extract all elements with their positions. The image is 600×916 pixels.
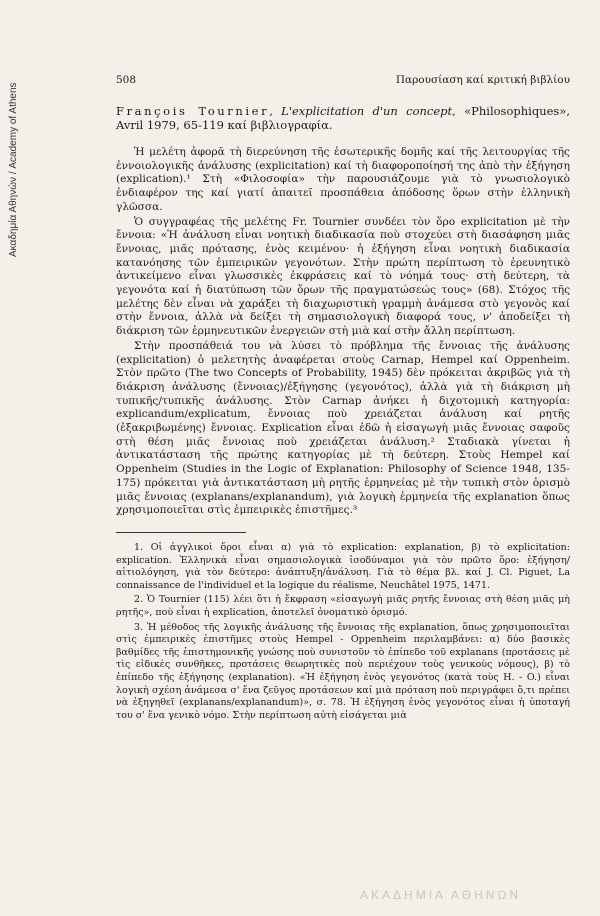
- footnote-divider: [116, 532, 246, 533]
- library-stamp: ΑΚΑΔΗΜΙΑ ΑΘΗΝΩΝ: [360, 888, 522, 902]
- body-paragraph: Ἡ μελέτη ἀφορᾶ τὴ διερεύνηση τῆς ἐσωτερικῆς δομῆς καί τῆς λειτουργίας τῆς ἐννοιολογικῆς ἀνάλυσης (explicitation) καί τὴ διαφοροποίησή της ἀπὸ τὴν ἐξήγηση (explication).¹ Στὴ «Φιλοσοφία» τὴν παρουσιάζουμε γιὰ τὸ γνωσιολογικὸ ἐνδιαφέρον της καί γιατί ἀπαιτεῖ προσπάθεια ἀπόδοσης ὅρων στὴν ἑλληνικὴ γλῶσσα.: [116, 146, 570, 213]
- running-title: Παρουσίαση καί κριτική βιβλίου: [395, 74, 570, 86]
- reference-details: , «Philosophiques», Avril 1979, 65-119 καί βιβλιογραφία.: [116, 104, 570, 132]
- archive-watermark: Ακαδημία Αθηνών / Academy of Athens: [8, 82, 19, 258]
- running-header: [116, 74, 570, 86]
- page-content: [116, 74, 570, 724]
- book-reference: François Tournier, L'explicitation d'un concept, «Philosophiques», Avril 1979, 65-119 καί βιβλιογραφία.: [116, 104, 570, 132]
- reference-title: L'explicitation d'un concept: [281, 104, 453, 118]
- page-number: 508: [116, 74, 137, 86]
- footnote: 3. Ἡ μέθοδος τῆς λογικῆς ἀνάλυσης τῆς ἔννοιας τῆς explanation, ὅπως χρησιμοποιεῖται στὶς ἐμπειρικὲς ἐπιστῆμες στοὺς Hempel - Oppenheim περιλαμβάνει: α) δύο βασικὲς βαθμίδες τῆς ἐπιστημονικῆς γνώσης ποὺ συνιστοῦν τὸ ἐπίπεδο τοῦ explanans (προτάσεις μὲ τὶς εἰδικὲς συνθῆκες, προτάσεις θεωρητικὲς ποὺ περιέχουν τοὺς γενικοὺς νόμους), β) τὸ ἐπίπεδο τῆς ἐξήγησης (explanation). «Ἡ ἐξήγηση ἑνὸς γεγονότος (κατὰ τοὺς H. - O.) εἶναι λογικὴ σχέση ἀνάμεσα σ' ἕνα ζεῦγος προτάσεων καί μιὰ πρόταση ποὺ περιγράφει ὅ,τι πρέπει νὰ ἐξηγηθεῖ (explanans/explanandum)», σ. 78. Ἡ ἐξήγηση ἑνὸς γεγονότος εἶναι ἡ ὑποταγή του σ' ἕνα γενικὸ νόμο. Στὴν περίπτωση αὐτὴ εἰσάγεται μιὰ: [116, 621, 570, 721]
- footnote: 1. Οἱ ἀγγλικοὶ ὅροι εἶναι α) γιὰ τὸ explication: explanation, β) τὸ explicitation: explication. Ἑλληνικὰ εἶναι σημασιολογικὰ ἰσοδύναμοι γιὰ τὸν πρῶτο ὅρο: ἐξήγηση/αἰτιολόγηση, γιὰ τὸν δεύτερο: ἀνάπτυξη/ἀνάλυση. Γιὰ τὸ θέμα βλ. καί J. Cl. Piguet, La connaissance de l'individuel et la logique du réalisme, Neuchâtel 1975, 1471.: [116, 541, 570, 591]
- reference-author: François Tournier: [116, 104, 270, 118]
- footnote: 2. Ὁ Tournier (115) λέει ὅτι ἡ ἔκφραση «εἰσαγωγὴ μιᾶς ρητῆς ἔννοιας στὴ θέση μιᾶς μὴ ρητῆς», ποὺ εἶναι ἡ explication, ἀποτελεῖ ὀνοματικὸ ὁρισμό.: [116, 594, 570, 618]
- body-paragraph: Στὴν προσπάθειά του νὰ λύσει τὸ πρόβλημα τῆς ἔννοιας τῆς ἀνάλυσης (explicitation) ὁ μελετητὴς ἀναφέρεται στοὺς Carnap, Hempel καί Oppenheim. Στὸν πρῶτο (The two Concepts of Probability, 1945) δὲν πρόκειται ἀκριβῶς γιὰ τὴ διάκριση ἀνάλυσης (ἔννοιας)/ἐξήγησης (γεγονότος), ἀλλὰ γιὰ τὴ διάκριση μὴ τυπικῆς/τυπικῆς ἀνάλυσης. Στὸν Carnap ἀνήκει ἡ διχοτομικὴ κατηγορία: explicandum/explicatum, ἔννοιας ποὺ χρειάζεται ἀνάλυση καί ρητῆς (ἐξακριβωμένης) ἔννοιας. Explication εἶναι ἐδῶ ἡ εἰσαγωγὴ μιᾶς ἔννοιας σαφοῦς στὴ θέση μιᾶς ἔννοιας ποὺ χρειάζεται ἀνάλυση.² Σταδιακὰ γίνεται ἡ ἀντικατάσταση τῆς πρώτης κατηγορίας μὲ τὴ δεύτερη. Στοὺς Hempel καί Oppenheim (Studies in the Logic of Explanation: Philosophy of Science 1948, 135-175) πρόκειται γιὰ ἀντικατάσταση μὴ ρητῆς ἑρμηνείας μὲ τὴν τυπικὴ στὸν ὁρισμὸ μιᾶς ἔννοιας (explanans/explanandum), γιὰ λογικὴ ἑρμηνεία τῆς explanation ὅπως χρησιμοποιεῖται στὶς ἐμπειρικὲς ἐπιστῆμες.³: [116, 339, 570, 517]
- body-paragraph: Ὁ συγγραφέας τῆς μελέτης Fr. Tournier συνδέει τὸν ὅρο explicitation μὲ τὴν ἔννοια: «Ἡ ἀνάλυση εἶναι νοητικὴ διαδικασία ποὺ στοχεύει στὴ διασάφηση μιᾶς ἔννοιας, μιᾶς πρότασης, ἑνὸς κειμένου· ἡ ἐξήγηση εἶναι νοητικὴ διαδικασία κατανόησης τῶν ἐμπειρικῶν γεγονότων. Στὴν πρώτη περίπτωση τὸ ἐρευνητικὸ ἀντικείμενο εἶναι γλωσσικὲς ἐκφράσεις καί τὸ νόημά τους· στὴ δεύτερη, τὰ γεγονότα καί ἡ διατύπωση τῶν ὅρων τῆς πραγματώσεώς τους» (68). Στόχος τῆς μελέτης δὲν εἶναι νὰ χαράξει τὴ διαχωριστικὴ γραμμὴ ἀνάμεσα στὸ γεγονὸς καί στὴν ἔννοια, ἀλλὰ νὰ δείξει τὴ σημασιολογικὴ διαφορά τους, ν' ἀποδείξει τὴ διάκριση τῶν ἑρμηνευτικῶν ἐνεργειῶν στὴ μιὰ καί στὴν ἄλλη περίπτωση.: [116, 215, 570, 338]
